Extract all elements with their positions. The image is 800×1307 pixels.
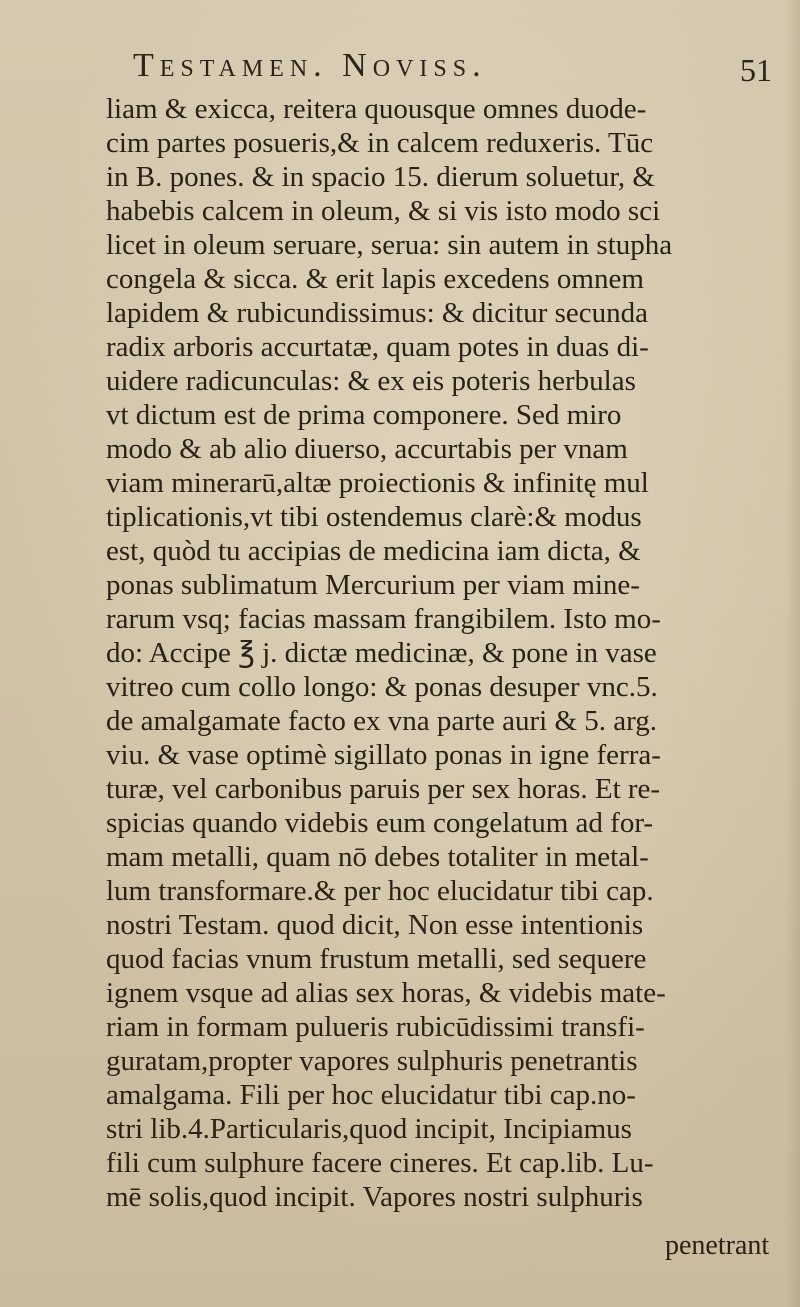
- text-line: est, quòd tu accipias de medicina iam dicta, &: [106, 535, 641, 567]
- text-line: spicias quando videbis eum congelatum ad for-: [106, 807, 654, 839]
- running-head: [0, 44, 800, 92]
- text-line: turæ, vel carbonibus paruis per sex horas. Et re-: [106, 773, 661, 805]
- page-edge-shadow: [786, 0, 800, 1307]
- text-line: congela & sicca. & erit lapis excedens omnem: [106, 263, 644, 295]
- text-line: nostri Testam. quod dicit, Non esse intentionis: [106, 909, 644, 941]
- text-line: do: Accipe ℥ j. dictæ medicinæ, & pone in vase: [106, 637, 657, 669]
- text-line: mam metalli, quam nō debes totaliter in metal-: [106, 841, 649, 873]
- text-line: de amalgamate facto ex vna parte auri & 5. arg.: [106, 705, 658, 737]
- text-line: modo & ab alio diuerso, accurtabis per vnam: [106, 433, 628, 465]
- text-line: viam minerarū,altæ proiectionis & infinitę mul: [106, 467, 649, 499]
- text-line: stri lib.4.Particularis,quod incipit, Incipiamus: [106, 1113, 632, 1145]
- running-title: Testamen. Noviss.: [133, 47, 487, 84]
- text-line: licet in oleum seruare, serua: sin autem in stupha: [106, 229, 673, 261]
- page-number: 51: [740, 52, 772, 88]
- text-line: riam in formam pulueris rubicūdissimi transfi-: [106, 1011, 645, 1043]
- text-line: fili cum sulphure facere cineres. Et cap.lib. Lu-: [106, 1147, 654, 1179]
- text-line: mē solis,quod incipit. Vapores nostri sulphuris: [106, 1181, 643, 1213]
- text-line: ponas sublimatum Mercurium per viam mine-: [106, 569, 640, 601]
- text-line: liam & exicca, reitera quousque omnes duode-: [106, 93, 647, 125]
- text-line: ignem vsque ad alias sex horas, & videbis mate-: [106, 977, 666, 1009]
- text-line: vt dictum est de prima componere. Sed miro: [106, 399, 622, 431]
- text-line: uidere radicunculas: & ex eis poteris herbulas: [106, 365, 636, 397]
- text-line: quod facias vnum frustum metalli, sed sequere: [106, 943, 647, 975]
- text-line: radix arboris accurtatæ, quam potes in duas di-: [106, 331, 649, 363]
- catchword: penetrant: [665, 1230, 770, 1261]
- text-line: rarum vsq; facias massam frangibilem. Isto mo-: [106, 603, 661, 635]
- text-line: habebis calcem in oleum, & si vis isto modo sci: [106, 195, 661, 227]
- text-line: in B. pones. & in spacio 15. dierum soluetur, &: [106, 161, 655, 193]
- text-line: vitreo cum collo longo: & ponas desuper vnc.5.: [106, 671, 658, 703]
- text-line: lum transformare.& per hoc elucidatur tibi cap.: [106, 875, 654, 907]
- text-line: lapidem & rubicundissimus: & dicitur secunda: [106, 297, 649, 329]
- text-line: tiplicationis,vt tibi ostendemus clarè:& modus: [106, 501, 642, 533]
- text-line: viu. & vase optimè sigillato ponas in igne ferra-: [106, 739, 661, 771]
- text-line: cim partes posueris,& in calcem reduxeris. Tūc: [106, 127, 654, 159]
- text-line: guratam,propter vapores sulphuris penetrantis: [106, 1045, 638, 1077]
- text-line: amalgama. Fili per hoc elucidatur tibi cap.no-: [106, 1079, 636, 1111]
